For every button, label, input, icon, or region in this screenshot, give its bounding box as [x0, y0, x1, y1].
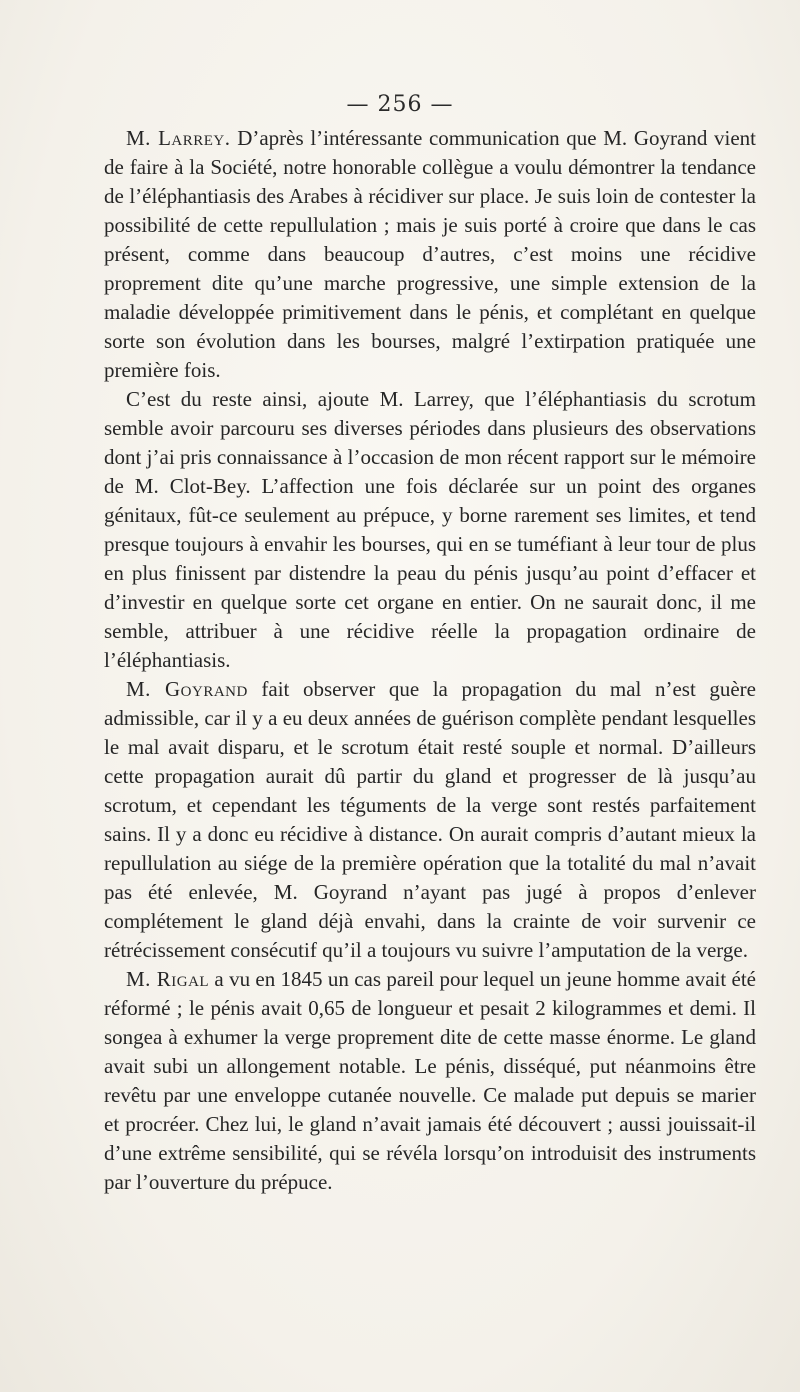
speaker-name: M. Goyrand [126, 677, 248, 701]
speaker-name: M. Rigal [126, 967, 210, 991]
paragraph-text: C’est du reste ainsi, ajoute M. Larrey, que l’éléphantiasis du scrotum semble avoir parcouru ses diverses périodes dans plusieurs des observations dont j’ai pris connaissance à l’occasion de mon récent rapport sur le mémoire de M. Clot-Bey. L’affection une fois déclarée sur un point des organes génitaux, fût-ce seulement au prépuce, y borne rarement ses limites, et tend presque toujours à envahir les bourses, qui en se tuméfiant à leur tour de plus en plus finissent par distendre la peau du pénis jusqu’au point d’effacer et d’investir en quelque sorte cet organe en entier. On ne saurait donc, il me semble, attribuer à une récidive réelle la propagation ordinaire de l’éléphantiasis. [104, 387, 756, 672]
paragraph-text: a vu en 1845 un cas pareil pour lequel un jeune homme avait été réformé ; le pénis avait 0,65 de longueur et pesait 2 kilogrammes et demi. Il songea à exhumer la verge proprement dite de cette masse énorme. Le gland avait subi un allongement notable. Le pénis, disséqué, put néanmoins être revêtu par une enveloppe cutanée nouvelle. Ce malade put depuis se marier et procréer. Chez lui, le gland n’avait jamais été découvert ; aussi jouissait-il d’une extrême sensibilité, qui se révéla lorsqu’on introduisit des instruments par l’ouverture du prépuce. [104, 967, 756, 1194]
paragraph-larrey-1 [104, 124, 756, 385]
paragraph-rigal [104, 965, 756, 1197]
paragraph-goyrand [104, 675, 756, 965]
body-text [104, 124, 756, 1197]
paragraph-larrey-2 [104, 385, 756, 675]
paragraph-text: fait observer que la propagation du mal n’est guère admissible, car il y a eu deux années de guérison complète pendant lesquelles le mal avait disparu, et le scrotum était resté souple et normal. D’ailleurs cette propagation aurait dû partir du gland et progresser de là jusqu’au scrotum, et cependant les téguments de la verge sont restés parfaitement sains. Il y a donc eu récidive à distance. On aurait compris d’autant mieux la repullulation au siége de la première opération que la totalité du mal n’avait pas été enlevée, M. Goyrand n’ayant pas jugé à propos d’enlever complétement le gland déjà envahi, dans la crainte de voir survenir ce rétrécissement consécutif qu’il a toujours vu suivre l’amputation de la verge. [104, 677, 756, 962]
paragraph-text: D’après l’intéressante communication que M. Goyrand vient de faire à la Société, notre honorable collègue a voulu démontrer la tendance de l’éléphantiasis des Arabes à récidiver sur place. Je suis loin de contester la possibilité de cette repullulation ; mais je suis porté à croire que dans le cas présent, comme dans beaucoup d’autres, c’est moins une récidive proprement dite qu’une marche progressive, une simple extension de la maladie développée primitivement dans le pénis, et complétant en quelque sorte son évolution dans les bourses, malgré l’extirpation pratiquée une première fois. [104, 126, 756, 382]
page-number: — 256 — [346, 92, 454, 117]
speaker-name: M. Larrey. [126, 126, 231, 150]
